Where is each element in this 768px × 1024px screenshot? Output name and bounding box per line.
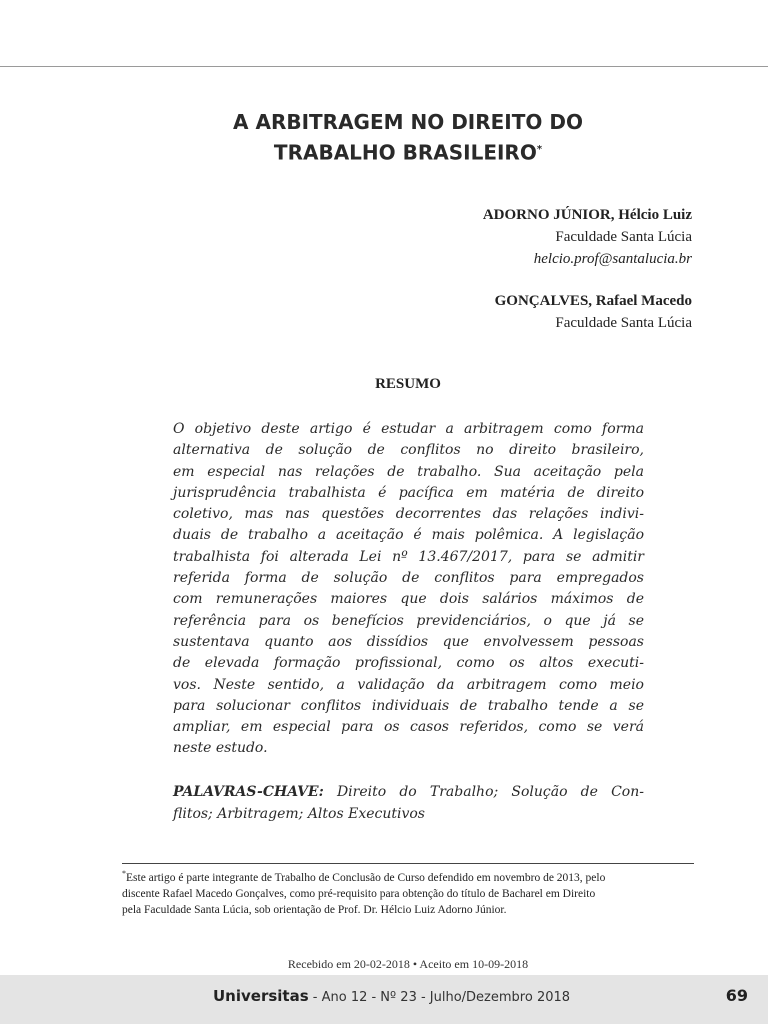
title-line-1: A ARBITRAGEM NO DIREITO DO [233,110,583,134]
abstract-line: neste estudo. [173,740,268,757]
abstract-line: jurisprudência trabalhista é pacífica em matéria de direito [173,484,644,501]
keywords [173,782,644,825]
page-number: 69 [725,986,748,1005]
abstract-heading: RESUMO [375,376,441,392]
issue-info: - Ano 12 - Nº 23 - Julho/Dezembro 2018 [308,990,571,1005]
author-2-affiliation: Faculdade Santa Lúcia [555,315,692,331]
footnote-text-1: Este artigo é parte integrante de Trabalho de Conclusão de Curso defendido em novembro de 2013, pelo [126,871,606,884]
author-1-email: helcio.prof@santalucia.br [533,251,692,267]
author-1-name: ADORNO JÚNIOR, Hélcio Luiz [482,207,692,223]
journal-name: Universitas [213,987,309,1005]
abstract-line: com remunerações maiores que dois salários máximos de [173,591,644,608]
abstract-line: em especial nas relações de trabalho. Sua aceitação pela [173,463,644,480]
keywords-text-1: Direito do Trabalho; Solução de Con- [323,784,644,800]
footnote-rule [122,863,694,864]
abstract-line: duais de trabalho a aceitação é mais polêmica. A legislação [173,527,644,544]
abstract-line: ampliar, em especial para os casos referidos, como se verá [173,719,644,736]
abstract-line: para solucionar conflitos individuais de trabalho tende a se [173,697,644,714]
footnote [122,866,694,918]
abstract-line: alternativa de solução de conflitos no direito brasileiro, [173,442,644,459]
abstract-line: de elevada formação profissional, como os altos executi- [173,655,644,672]
keywords-line-1 [173,782,644,804]
author-1-affiliation: Faculdade Santa Lúcia [555,229,692,245]
footnote-line-2: discente Rafael Macedo Gonçalves, como pré-requisito para obtenção do título de Bacharel em Direito [122,887,596,900]
abstract-line: referência para os benefícios previdenciários, o que já se [173,612,644,629]
footnote-marker: * [122,869,126,878]
keywords-label: PALAVRAS-CHAVE: [173,784,324,800]
received-accepted-dates: Recebido em 20-02-2018 • Aceito em 10-09-2018 [287,957,529,971]
abstract-line: referida forma de solução de conflitos para empregados [173,570,644,587]
footnote-line-1 [122,866,694,886]
keywords-line-2: flitos; Arbitragem; Altos Executivos [173,805,425,822]
abstract-body [173,419,644,760]
author-2-name: GONÇALVES, Rafael Macedo [494,293,692,309]
abstract-line: trabalhista foi alterada Lei nº 13.467/2017, para se admitir [173,548,644,565]
title-line-2-text: TRABALHO BRASILEIRO [273,140,537,165]
header-rule [0,66,768,67]
author-2 [495,290,692,334]
abstract-line: vos. Neste sentido, a validação da arbitragem como meio [173,676,644,693]
abstract-line: sustentava quanto aos dissídios que envolvessem pessoas [173,633,644,650]
title-footnote-marker: * [536,144,543,155]
author-1 [483,204,692,270]
journal-info [213,987,570,1005]
abstract-line: O objetivo deste artigo é estudar a arbitragem como forma [173,421,644,437]
footnote-line-3: pela Faculdade Santa Lúcia, sob orientação de Prof. Dr. Hélcio Luiz Adorno Júnior. [122,903,507,916]
abstract-line: coletivo, mas nas questões decorrentes das relações indivi- [173,506,644,523]
article-title [0,108,768,167]
title-line-2 [0,136,768,167]
